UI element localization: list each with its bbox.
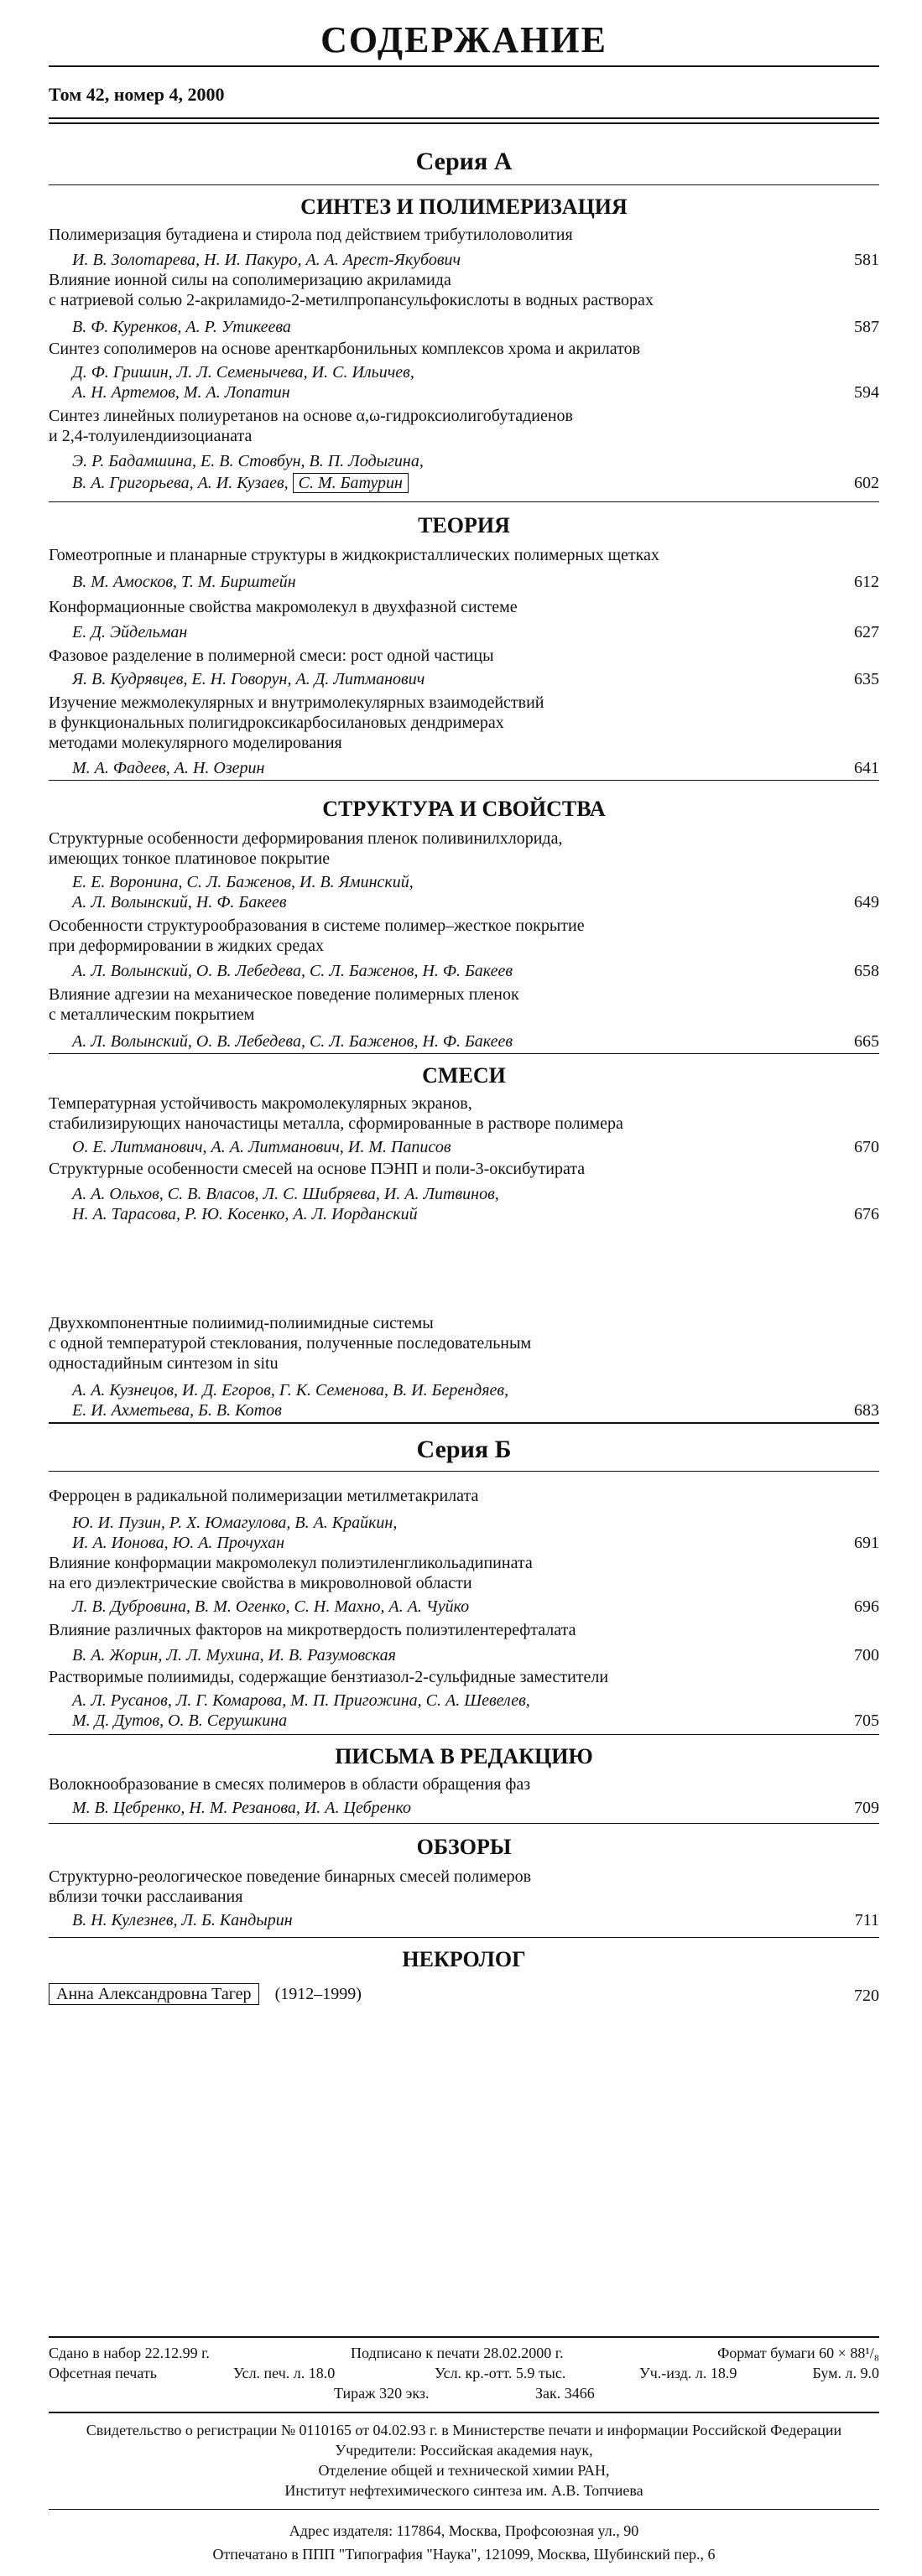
article-title: Гомеотропные и планарные структуры в жидкокристаллических полимерных щетках (49, 546, 659, 564)
contents-page (49, 0, 879, 2576)
divider (49, 2412, 879, 2413)
article-title: Влияние различных факторов на микротвердость полиэтилентерефталата (49, 1621, 576, 1639)
page-number: 587 (854, 318, 879, 336)
article-authors: Э. Р. Бадамшина, Е. В. Стовбун, В. П. Лодыгина, (72, 452, 424, 470)
founders: Учредители: Российская академия наук, (335, 2442, 593, 2459)
page-title: СОДЕРЖАНИЕ (320, 19, 607, 60)
imprint-typeset: Сдано в набор 22.12.99 г. (49, 2345, 210, 2361)
article-authors-row (72, 473, 409, 493)
page-number: 683 (854, 1401, 879, 1420)
page-number: 581 (854, 251, 879, 269)
article-authors: А. А. Ольхов, С. В. Власов, Л. С. Шибряева, И. А. Литвинов, (72, 1185, 499, 1203)
divider (49, 780, 879, 781)
article-authors: А. Л. Волынский, О. В. Лебедева, С. Л. Баженов, Н. Ф. Бакеев (72, 962, 513, 980)
page-number: 670 (854, 1138, 879, 1156)
page-number: 627 (854, 623, 879, 641)
article-title: имеющих тонкое платиновое покрытие (49, 849, 331, 868)
divider (49, 1734, 879, 1735)
section-heading: НЕКРОЛОГ (402, 1947, 526, 1971)
page-number: 649 (854, 893, 879, 911)
article-authors: В. Ф. Куренков, А. Р. Утикеева (72, 318, 291, 336)
article-title: Особенности структурообразования в системе полимер–жесткое покрытие (49, 917, 585, 935)
imprint-format: Формат бумаги 60 × 88¹/₈ (717, 2345, 879, 2361)
article-authors: А. Л. Волынский, О. В. Лебедева, С. Л. Баженов, Н. Ф. Бакеев (72, 1032, 513, 1051)
page-number: 720 (854, 1987, 879, 2005)
series-heading: Серия Б (416, 1436, 512, 1463)
page-number: 635 (854, 670, 879, 688)
article-authors: Л. В. Дубровина, В. М. Огенко, С. Н. Махно, А. А. Чуйко (72, 1597, 470, 1616)
divider (49, 501, 879, 502)
article-authors: Д. Ф. Гришин, Л. Л. Семенычева, И. С. Ильичев, (72, 363, 414, 382)
registration-info: Свидетельство о регистрации № 0110165 от 04.02.93 г. в Министерстве печати и информации Российской Федерации (86, 2422, 842, 2438)
divider (49, 184, 879, 185)
founders: Институт нефтехимического синтеза им. А.В. Топчиева (284, 2482, 643, 2499)
article-authors: Е. Д. Эйдельман (72, 623, 188, 641)
divider (49, 1422, 879, 1424)
divider (49, 1053, 879, 1054)
obituary-years: (1912–1999) (274, 1985, 362, 2003)
page-number: 676 (854, 1205, 879, 1223)
article-title: Волокнообразование в смесях полимеров в области обращения фаз (49, 1775, 531, 1794)
article-title: Фазовое разделение в полимерной смеси: рост одной частицы (49, 647, 494, 665)
article-authors: М. А. Фадеев, А. Н. Озерин (72, 759, 265, 777)
article-title: с натриевой солью 2-акриламидо-2-метилпропансульфокислоты в водных растворах (49, 291, 654, 309)
article-authors: И. В. Золотарева, Н. И. Пакуро, А. А. Арест-Якубович (72, 251, 461, 269)
article-authors: В. А. Жорин, Л. Л. Мухина, И. В. Разумовская (72, 1646, 396, 1665)
article-title: Температурная устойчивость макромолекулярных экранов, (49, 1094, 472, 1113)
divider (49, 2509, 879, 2510)
issue-info: Том 42, номер 4, 2000 (49, 84, 225, 105)
publisher-address: Адрес издателя: 117864, Москва, Профсоюзная ул., 90 (289, 2522, 639, 2539)
section-heading: СМЕСИ (422, 1063, 506, 1088)
divider (49, 65, 879, 67)
article-title: Синтез сополимеров на основе аренткарбонильных комплексов хрома и акрилатов (49, 340, 641, 358)
divider (49, 117, 879, 119)
article-authors: В. А. Григорьева, А. И. Кузаев, (72, 474, 289, 492)
article-title: с металлическим покрытием (49, 1005, 255, 1024)
section-heading: ПИСЬМА В РЕДАКЦИЮ (335, 1744, 593, 1768)
page-number: 641 (854, 759, 879, 777)
divider (49, 1823, 879, 1824)
article-title: в функциональных полигидроксикарбосилановых дендримерах (49, 714, 504, 732)
article-authors: А. Л. Волынский, Н. Ф. Бакеев (72, 893, 287, 911)
imprint-sheets: Усл. печ. л. 18.0 (233, 2365, 336, 2381)
imprint-print-type: Офсетная печать (49, 2365, 157, 2381)
article-title: Влияние конформации макромолекул полиэтиленгликольадипината (49, 1554, 533, 1572)
page-number: 691 (854, 1534, 879, 1552)
article-title: Влияние адгезии на механическое поведение полимерных пленок (49, 985, 519, 1004)
divider (49, 2336, 879, 2338)
page-number: 709 (854, 1799, 879, 1817)
article-title: Структурно-реологическое поведение бинарных смесей полимеров (49, 1867, 532, 1886)
article-authors: Е. И. Ахметьева, Б. В. Котов (72, 1401, 282, 1420)
article-title: и 2,4-толуилендиизоцианата (49, 427, 253, 445)
page-number: 696 (854, 1597, 879, 1616)
article-authors: Н. А. Тарасова, Р. Ю. Косенко, А. Л. Иорданский (72, 1205, 418, 1223)
page-number: 612 (854, 573, 879, 591)
article-title: Ферроцен в радикальной полимеризации метилметакрилата (49, 1487, 479, 1505)
page-number: 711 (854, 1911, 879, 1929)
article-title: Структурные особенности деформирования пленок поливинилхлорида, (49, 829, 563, 848)
article-title: Изучение межмолекулярных и внутримолекулярных взаимодействий (49, 693, 544, 712)
article-title: на его диэлектрические свойства в микроволновой области (49, 1574, 472, 1592)
founders: Отделение общей и технической химии РАН, (318, 2462, 610, 2479)
printer-info: Отпечатано в ППП "Типография "Наука", 121099, Москва, Шубинский пер., 6 (212, 2546, 716, 2563)
page-number: 700 (854, 1646, 879, 1665)
article-title: при деформировании в жидких средах (49, 937, 324, 955)
article-authors: Е. Е. Воронина, С. Л. Баженов, И. В. Яминский, (72, 873, 414, 891)
page-number: 705 (854, 1711, 879, 1730)
article-title: вблизи точки расслаивания (49, 1888, 243, 1906)
divider (49, 1471, 879, 1472)
article-authors: А. Л. Русанов, Л. Г. Комарова, М. П. Пригожина, С. А. Шевелев, (72, 1691, 530, 1710)
deceased-author-box: С. М. Батурин (293, 473, 409, 493)
imprint-signed: Подписано к печати 28.02.2000 г. (351, 2345, 564, 2361)
article-title: с одной температурой стеклования, полученные последовательным (49, 1334, 532, 1353)
article-authors: В. Н. Кулезнев, Л. Б. Кандырин (72, 1911, 293, 1929)
article-title: Синтез линейных полиуретанов на основе α,ω-гидроксиолигобутадиенов (49, 407, 573, 425)
section-heading: ОБЗОРЫ (416, 1835, 512, 1859)
article-title: Структурные особенности смесей на основе ПЭНП и поли-3-оксибутирата (49, 1160, 586, 1178)
article-authors: Ю. И. Пузин, Р. Х. Юмагулова, В. А. Крайкин, (72, 1514, 398, 1532)
article-title: стабилизирующих наночастицы металла, сформированные в растворе полимера (49, 1114, 623, 1133)
article-title: Двухкомпонентные полиимид-полиимидные системы (49, 1314, 434, 1332)
section-heading: СИНТЕЗ И ПОЛИМЕРИЗАЦИЯ (300, 195, 628, 219)
section-heading: СТРУКТУРА И СВОЙСТВА (322, 797, 606, 821)
page-number: 602 (854, 474, 879, 492)
article-title: одностадийным синтезом in situ (49, 1354, 279, 1373)
imprint-edit-sheets: Уч.-изд. л. 18.9 (639, 2365, 737, 2381)
imprint-paper-sheets: Бум. л. 9.0 (812, 2365, 879, 2381)
imprint-color-prints: Усл. кр.-отт. 5.9 тыс. (435, 2365, 566, 2381)
series-heading: Серия А (415, 148, 513, 175)
article-authors: А. Н. Артемов, М. А. Лопатин (72, 383, 290, 402)
article-title: методами молекулярного моделирования (49, 734, 342, 752)
page-number: 658 (854, 962, 879, 980)
article-authors: М. Д. Дутов, О. В. Серушкина (72, 1711, 288, 1730)
obituary-name-box: Анна Александровна Тагер (49, 1983, 259, 2005)
page-number: 665 (854, 1032, 879, 1051)
article-title: Конформационные свойства макромолекул в двухфазной системе (49, 598, 518, 616)
article-authors: В. М. Амосков, Т. М. Бирштейн (72, 573, 296, 591)
divider (49, 122, 879, 124)
article-authors: А. А. Кузнецов, И. Д. Егоров, Г. К. Семенова, В. И. Берендяев, (72, 1381, 509, 1400)
article-title: Полимеризация бутадиена и стирола под действием трибутилоловолития (49, 226, 573, 244)
imprint-circulation: Тираж 320 экз. (334, 2385, 430, 2402)
article-title: Растворимые полиимиды, содержащие бензтиазол-2-сульфидные заместители (49, 1668, 609, 1686)
page-number: 594 (854, 383, 879, 402)
section-heading: ТЕОРИЯ (418, 513, 510, 538)
obituary-row (49, 1984, 362, 2004)
imprint-order: Зак. 3466 (535, 2385, 595, 2402)
article-authors: О. Е. Литманович, А. А. Литманович, И. М. Паписов (72, 1138, 451, 1156)
article-authors: И. А. Ионова, Ю. А. Прочухан (72, 1534, 285, 1552)
article-authors: М. В. Цебренко, Н. М. Резанова, И. А. Цебренко (72, 1799, 412, 1817)
article-title: Влияние ионной силы на сополимеризацию акриламида (49, 271, 451, 289)
divider (49, 1937, 879, 1938)
article-authors: Я. В. Кудрявцев, Е. Н. Говорун, А. Д. Литманович (72, 670, 425, 688)
